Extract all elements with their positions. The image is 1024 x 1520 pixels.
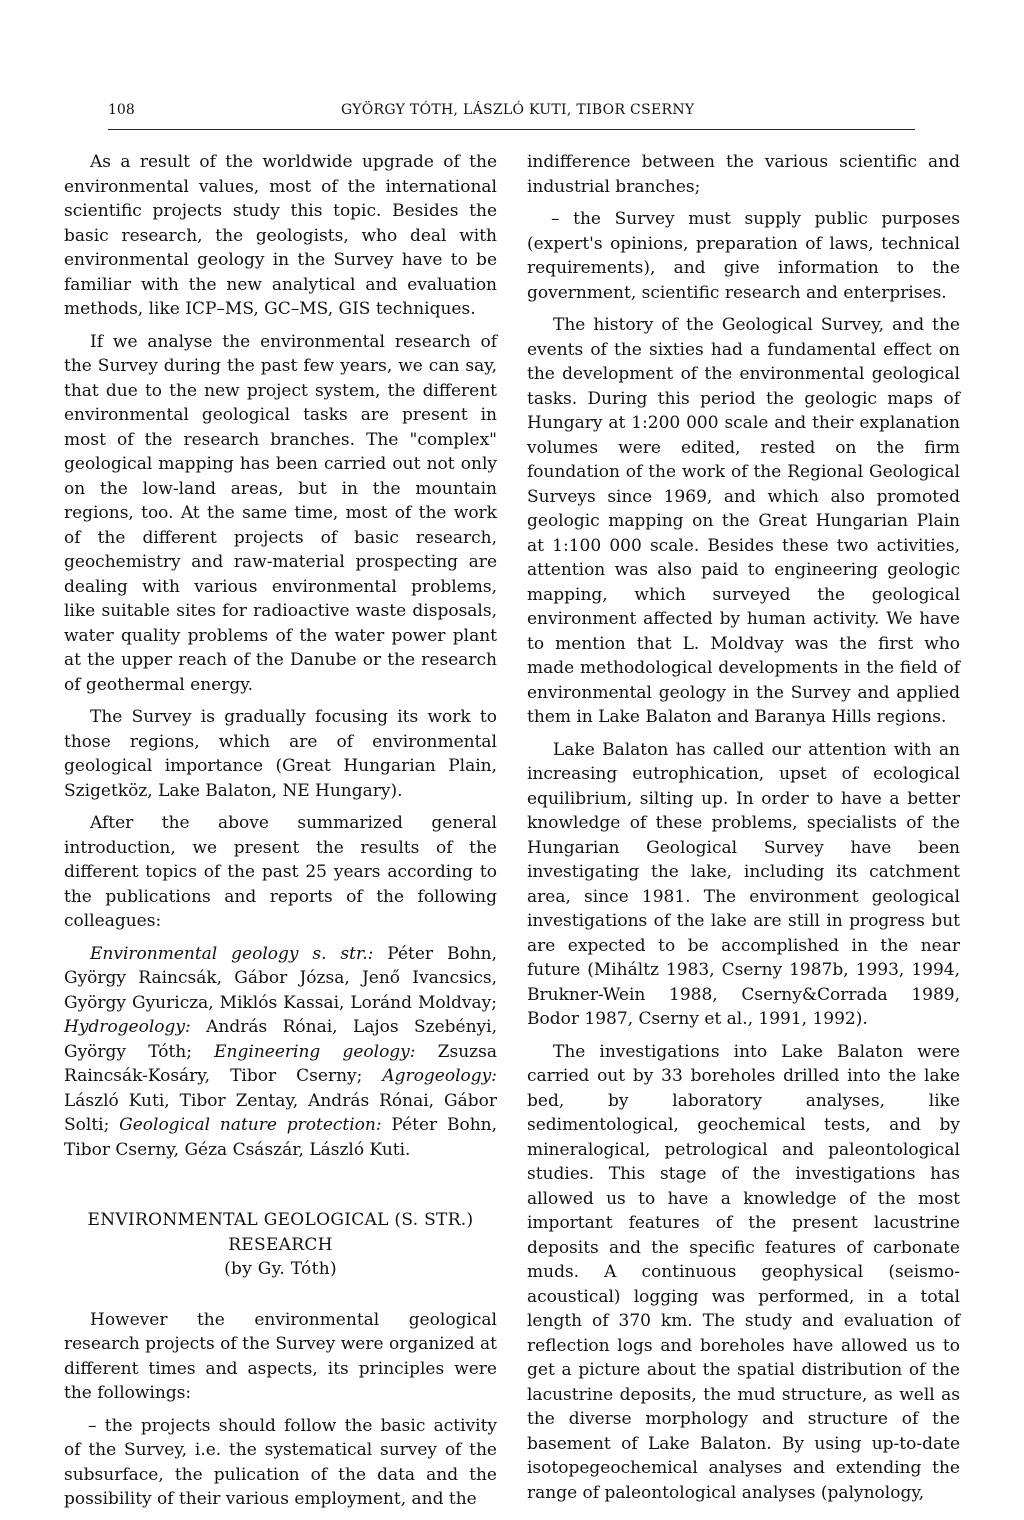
paragraph: As a result of the worldwide upgrade of the environmental values, most of the international scientific projects study this topic. Besides the basic research, the geologists, who deal with environmental geology in the Survey have to be familiar with the new analytical and evaluation methods, like ICP–MS, GC–MS, GIS techniques. xyxy=(64,152,497,319)
paragraph: If we analyse the environmental research of the Survey during the past few years, we can say, that due to the new project system, the different environmental geological tasks are present in most of the research branches. The "complex" geological mapping has been carried out not only on the low-land areas, but in the mountain regions, too. At the same time, most of the work of the different projects of basic research, geochemistry and raw-material prospecting are dealing with various environmental problems, like suitable sites for radioactive waste disposals, water quality problems of the water power plant at the upper reach of the Danube or the research of geothermal energy. xyxy=(64,331,497,695)
right-column xyxy=(527,150,960,1513)
topic-label: Hydrogeology: xyxy=(64,1017,191,1037)
section-heading-line: ENVIRONMENTAL GEOLOGICAL (S. STR.) xyxy=(87,1210,474,1230)
section-heading xyxy=(64,1208,497,1282)
contributor-names: László Kuti, Tibor Zentay, András Rónai, Gábor Solti; xyxy=(64,1090,497,1135)
contributor-names: Péter Bohn, Tibor Cserny, Géza Császár, László Kuti. xyxy=(64,1115,497,1160)
topic-label: Engineering geology: xyxy=(214,1041,416,1062)
contributors-paragraph xyxy=(64,942,497,1163)
paragraph: The history of the Geological Survey, and the events of the sixties had a fundamental effect on the development of the environmental geological tasks. During this period the geologic maps of Hungary at 1:200 000 scale and their explanation volumes were edited, rested on the firm foundation of the work of the Regional Geological Surveys since 1969, and which also promoted geologic mapping on the Great Hungarian Plain at 1:100 000 scale. Besides these two activities, attention was also paid to engineering geologic mapping, which surveyed the geological environment affected by human activity. We have to mention that L. Moldvay was the first who made methodological developments in the field of environmental geology in the Survey and applied them in Lake Balaton and Baranya Hills regions. xyxy=(527,315,960,727)
contributor-names: Zsuzsa Raincsák-Kosáry, Tibor Cserny; xyxy=(64,1041,497,1086)
contributor-names: Péter Bohn, György Raincsák, Gábor Józsa, Jenő Ivancsics, György Gyuricza, Miklós Kassai, Loránd Moldvay; xyxy=(64,943,497,1013)
section-heading-byline: (by Gy. Tóth) xyxy=(224,1259,337,1279)
running-head-authors: GYÖRGY TÓTH, LÁSZLÓ KUTI, TIBOR CSERNY xyxy=(341,102,695,118)
topic-label: Environmental geology s. str.: xyxy=(90,943,374,964)
list-item: – the Survey must supply public purposes (expert's opinions, preparation of laws, technical requirements), and give information to the government, scientific research and enterprises. xyxy=(527,209,960,303)
paragraph: However the environmental geological research projects of the Survey were organized at different times and aspects, its principles were the followings: xyxy=(64,1309,497,1403)
section-heading-line: RESEARCH xyxy=(228,1234,333,1255)
contributor-names: András Rónai, Lajos Szebényi, György Tóth; xyxy=(64,1017,497,1062)
page-number: 108 xyxy=(108,102,135,118)
topic-label: Agrogeology: xyxy=(382,1066,497,1086)
running-header xyxy=(108,100,915,130)
paragraph: After the above summarized general introduction, we present the results of the different topics of the past 25 years according to the publications and reports of the following colleagues: xyxy=(64,813,497,931)
header-rule xyxy=(108,129,915,130)
paragraph-continued: indifference between the various scientific and industrial branches; xyxy=(527,152,960,197)
paragraph: Lake Balaton has called our attention with an increasing eutrophication, upset of ecological equilibrium, silting up. In order to have a better knowledge of these problems, specialists of the Hungarian Geological Survey have been investigating the lake, including its catchment area, since 1981. The environment geological investigations of the lake are still in progress but are expected to be accomplished in the near future (Miháltz 1983, Cserny 1987b, 1993, 1994, Brukner-Wein 1988, Cserny&Corrada 1989, Bodor 1987, Cserny et al., 1991, 1992). xyxy=(527,739,960,1029)
topic-label: Geological nature protection: xyxy=(119,1115,382,1135)
left-column xyxy=(64,150,497,1520)
list-item: – the projects should follow the basic activity of the Survey, i.e. the systematical survey of the subsurface, the pulication of the data and the possibility of their various employment, and the xyxy=(64,1415,497,1509)
paragraph: The Survey is gradually focusing its work to those regions, which are of environmental geological importance (Great Hungarian Plain, Szigetköz, Lake Balaton, NE Hungary). xyxy=(64,707,497,801)
paragraph: The investigations into Lake Balaton were carried out by 33 boreholes drilled into the lake bed, by laboratory analyses, like sedimentological, geochemical tests, and by mineralogical, petrological and paleontological studies. This stage of the investigations has allowed us to have a knowledge of the most important features of the present lacustrine deposits and the specific features of carbonate muds. A continuous geophysical (seismo-acoustical) logging was performed, in a total length of 370 km. The study and evaluation of reflection logs and boreholes have allowed us to get a picture about the spatial distribution of the lacustrine deposits, the mud structure, as well as the diverse morphology and structure of the basement of Lake Balaton. By using up-to-date isotopegeochemical analyses and extending the range of paleontological analyses (palynology, xyxy=(527,1041,960,1503)
